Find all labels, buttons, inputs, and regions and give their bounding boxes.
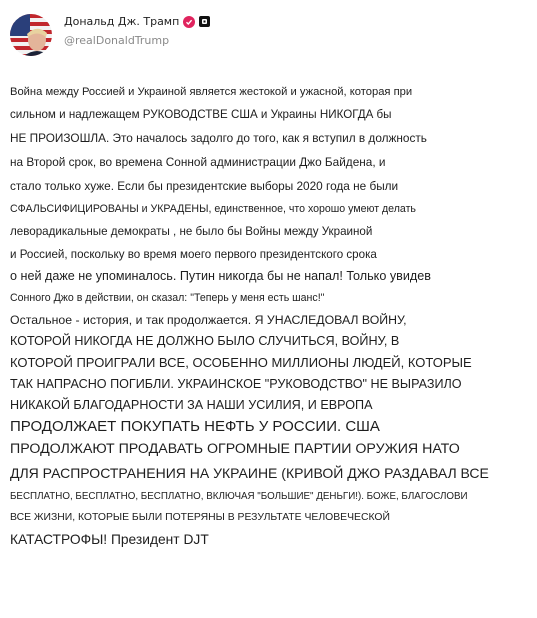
- post-text-line: на Второй срок, во времена Сонной администрации Джо Байдена, и: [10, 155, 386, 169]
- post-body: [10, 78, 530, 547]
- post-text-line: КОТОРОЙ НИКОГДА НЕ ДОЛЖНО БЫЛО СЛУЧИТЬСЯ, ВОЙНУ, В: [10, 334, 400, 348]
- author-name-row: [64, 15, 210, 28]
- post-text-line: леворадикальные демократы , не было бы Войны между Украиной: [10, 225, 373, 238]
- post-header: [10, 12, 520, 58]
- author-name[interactable]: Дональд Дж. Трамп: [64, 15, 180, 28]
- post-text-line: ВСЕ ЖИЗНИ, КОТОРЫЕ БЫЛИ ПОТЕРЯНЫ В РЕЗУЛЬТАТЕ ЧЕЛОВЕЧЕСКОЙ: [10, 512, 390, 523]
- post-text-line: Сонного Джо в действии, он сказал: "Теперь у меня есть шанс!": [10, 292, 325, 304]
- post-text-line: стало только хуже. Если бы президентские выборы 2020 года не были: [10, 179, 399, 193]
- post-text-line: Война между Россией и Украиной является жестокой и ужасной, которая при: [10, 86, 413, 98]
- post-text-line: ПРОДОЛЖАЕТ ПОКУПАТЬ НЕФТЬ У РОССИИ. США: [10, 418, 380, 435]
- avatar[interactable]: [10, 14, 52, 56]
- verified-badge-icon: [183, 16, 195, 28]
- post-text-line: КОТОРОЙ ПРОИГРАЛИ ВСЕ, ОСОБЕННО МИЛЛИОНЫ ЛЮДЕЙ, КОТОРЫЕ: [10, 355, 472, 370]
- post-text-line: НЕ ПРОИЗОШЛА. Это началось задолго до того, как я вступил в должность: [10, 131, 427, 145]
- avatar-flag-icon: [10, 14, 52, 56]
- post-text-line: о ней даже не упоминалось. Путин никогда бы не напал! Только увидев: [10, 269, 431, 283]
- post-text-line: ПРОДОЛЖАЮТ ПРОДАВАТЬ ОГРОМНЫЕ ПАРТИИ ОРУЖИЯ НАТО: [10, 441, 460, 457]
- post-text-line: СФАЛЬСИФИЦИРОВАНЫ и УКРАДЕНЫ, единственное, что хорошо умеют делать: [10, 203, 416, 215]
- post-text-line: и Россией, поскольку во время моего первого президентского срока: [10, 248, 377, 261]
- post-text-line: сильном и надлежащем РУКОВОДСТВЕ США и Украины НИКОГДА бы: [10, 108, 392, 121]
- author-handle[interactable]: @realDonaldTrump: [64, 34, 170, 47]
- post-text-line: ТАК НАПРАСНО ПОГИБЛИ. УКРАИНСКОЕ "РУКОВОДСТВО" НЕ ВЫРАЗИЛО: [10, 377, 462, 391]
- post-text-line: Остальное - история, и так продолжается. Я УНАСЛЕДОВАЛ ВОЙНУ,: [10, 313, 407, 327]
- post-text-line: НИКАКОЙ БЛАГОДАРНОСТИ ЗА НАШИ УСИЛИЯ, И ЕВРОПА: [10, 398, 373, 412]
- post-text-line: ДЛЯ РАСПРОСТРАНЕНИЯ НА УКРАИНЕ (КРИВОЙ ДЖО РАЗДАВАЛ ВСЕ: [10, 465, 489, 481]
- post-text-line: БЕСПЛАТНО, БЕСПЛАТНО, БЕСПЛАТНО, ВКЛЮЧАЯ "БОЛЬШИЕ" ДЕНЬГИ!). БОЖЕ, БЛАГОСЛОВИ: [10, 491, 468, 502]
- platform-badge-icon: [199, 16, 210, 27]
- post-text-line: КАТАСТРОФЫ! Президент DJT: [10, 532, 209, 547]
